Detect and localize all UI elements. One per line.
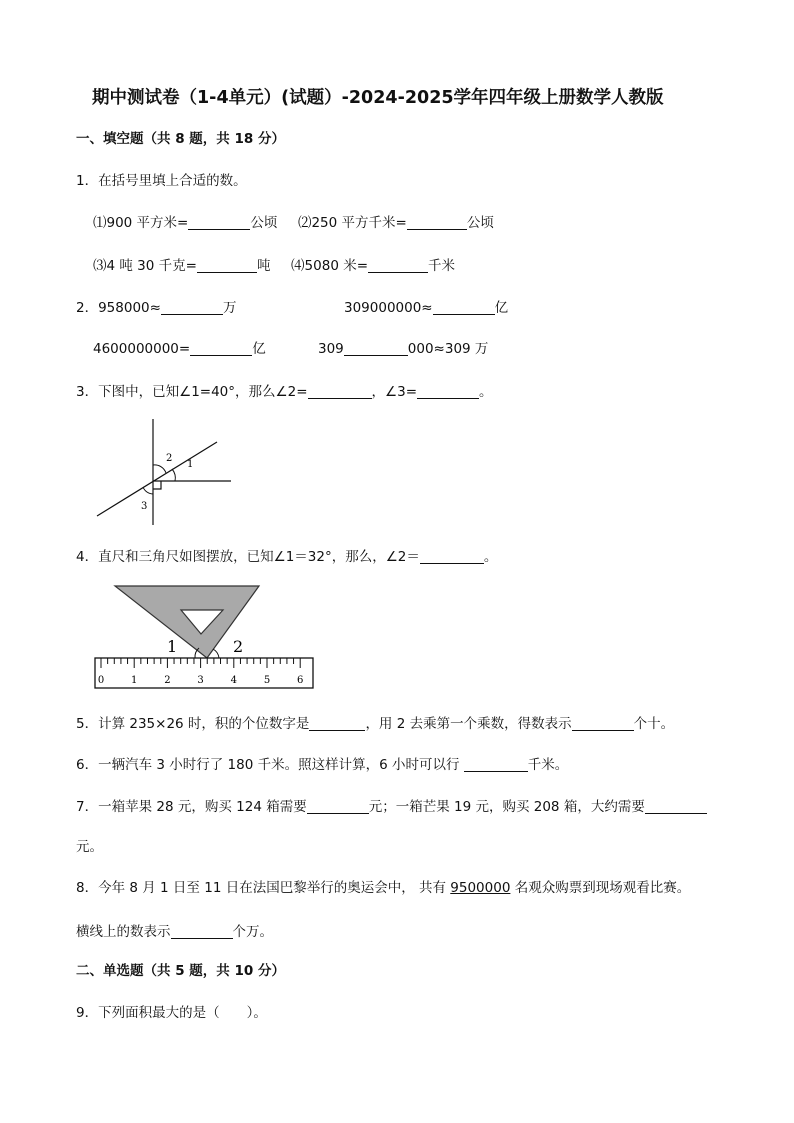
- question-2-part-c: [93, 341, 266, 357]
- q3-text-mid: ，∠3=: [371, 384, 418, 400]
- q3-text: 3．下图中，已知∠1=40°，那么∠2=: [76, 384, 308, 400]
- question-1-row-1: [93, 215, 494, 231]
- angle-label-2: 2: [166, 453, 173, 464]
- ruler-tick-label: 6: [297, 675, 304, 686]
- question-8: [76, 882, 690, 896]
- q2a-unit: 万: [222, 300, 237, 316]
- question-1-row-2: [93, 258, 455, 274]
- ruler-tick-label: 3: [197, 675, 204, 686]
- slanted-line: [97, 442, 217, 516]
- ruler-tick-label: 5: [263, 675, 271, 686]
- q6-blank[interactable]: [464, 757, 528, 772]
- q2d-text: 309: [318, 341, 344, 357]
- question-7: [76, 799, 707, 815]
- question-6: [76, 757, 568, 773]
- angle-figure: [93, 415, 233, 527]
- q5-text: 5．计算 235×26 时，积的个位数字是: [76, 716, 310, 732]
- q4-text-end: 。: [483, 549, 498, 565]
- q5-text-end: 个十。: [633, 716, 675, 732]
- q2a-blank[interactable]: [161, 300, 223, 315]
- angle-1-arc: [172, 469, 175, 481]
- q1b-text: ⑵250 平方千米=: [297, 215, 407, 231]
- q8-underlined-number: 9500000: [450, 880, 511, 896]
- ruler-triangle-figure: [93, 582, 317, 690]
- angle-label-1: 1: [187, 459, 194, 470]
- q5-text-mid: ，用 2 去乘第一个乘数，得数表示: [365, 716, 572, 732]
- q2b-text: 309000000≈: [344, 300, 433, 316]
- question-7-line-2: 元。: [76, 839, 103, 855]
- q6-text-end: 千米。: [527, 757, 569, 773]
- q1d-unit: 千米: [428, 258, 456, 274]
- ruler-tick-label: 4: [230, 675, 237, 686]
- q8-line2-end: 个万。: [232, 924, 273, 940]
- section-heading-fill-blank: 一、填空题（共 8 题，共 18 分）: [76, 131, 285, 147]
- q3-text-end: 。: [479, 384, 493, 400]
- q2b-unit: 亿: [494, 300, 509, 316]
- right-angle-mark: [153, 481, 161, 489]
- q1c-blank[interactable]: [197, 258, 257, 273]
- question-5: [76, 716, 674, 732]
- q2c-unit: 亿: [252, 341, 266, 357]
- q3-blank-angle3[interactable]: [417, 384, 479, 399]
- q8-text: 8．今年 8 月 1 日至 11 日在法国巴黎举行的奥运会中， 共有: [76, 880, 451, 896]
- q2a-text: 2．958000≈: [76, 300, 161, 316]
- q5-blank-units-digit[interactable]: [309, 716, 365, 731]
- q4-text: 4．直尺和三角尺如图摆放，已知∠1＝32°，那么，∠2＝: [76, 549, 420, 565]
- q8-line2-text: 横线上的数表示: [76, 924, 171, 940]
- q2d-unit: 000≈309 万: [407, 341, 489, 357]
- question-2-part-b: [344, 300, 508, 316]
- q2c-blank[interactable]: [190, 341, 252, 356]
- q3-blank-angle2[interactable]: [308, 384, 372, 399]
- q1a-unit: 公顷: [250, 215, 278, 231]
- q1a-text: ⑴900 平方米=: [93, 215, 189, 231]
- q1c-text: ⑶4 吨 30 千克=: [93, 258, 197, 274]
- angle-3-arc: [143, 487, 153, 494]
- q6-text: 6．一辆汽车 3 小时行了 180 千米。照这样计算，6 小时可以行: [76, 757, 464, 773]
- question-8-line-2: [76, 924, 273, 940]
- q7-blank-mangoes[interactable]: [645, 799, 707, 814]
- q7-text-mid: 元；一箱芒果 19 元，购买 208 箱，大约需要: [368, 799, 645, 815]
- q5-blank-tens[interactable]: [572, 716, 634, 731]
- question-4-stem: [76, 549, 497, 565]
- question-2-part-a: [76, 300, 236, 316]
- q1d-blank[interactable]: [368, 258, 428, 273]
- q1a-blank[interactable]: [188, 215, 250, 230]
- q1c-unit: 吨: [256, 258, 271, 274]
- ruler-angle-label-2: 2: [233, 637, 244, 656]
- question-2-part-d: [318, 341, 488, 357]
- ruler-angle-2-arc: [213, 649, 219, 658]
- q2b-blank[interactable]: [433, 300, 495, 315]
- ruler-tick-label: 0: [97, 675, 105, 686]
- q4-blank[interactable]: [420, 549, 484, 564]
- q1b-blank[interactable]: [407, 215, 467, 230]
- question-1-stem: 1．在括号里填上合适的数。: [76, 173, 247, 189]
- q1b-unit: 公顷: [466, 215, 494, 231]
- ruler-tick-label: 1: [131, 675, 138, 686]
- angle-2-arc: [153, 465, 166, 473]
- q8-blank[interactable]: [171, 924, 233, 939]
- page-title: 期中测试卷（1-4单元）(试题）-2024-2025学年四年级上册数学人教版: [92, 88, 664, 108]
- ruler-angle-label-1: 1: [167, 637, 178, 656]
- q8-text-end: 名观众购票到现场观看比赛。: [510, 880, 691, 896]
- question-3-stem: [76, 384, 493, 400]
- q7-text: 7．一箱苹果 28 元，购买 124 箱需要: [76, 799, 307, 815]
- q1d-text: ⑷5080 米=: [291, 258, 369, 274]
- question-9-stem: 9．下列面积最大的是（ ）。: [76, 1005, 267, 1021]
- angle-label-3: 3: [141, 501, 148, 512]
- q2c-text: 4600000000=: [93, 341, 191, 357]
- q7-blank-apples[interactable]: [307, 799, 369, 814]
- ruler-tick-label: 2: [164, 675, 171, 686]
- section-heading-single-choice: 二、单选题（共 5 题，共 10 分）: [76, 963, 285, 979]
- q2d-blank[interactable]: [344, 341, 408, 356]
